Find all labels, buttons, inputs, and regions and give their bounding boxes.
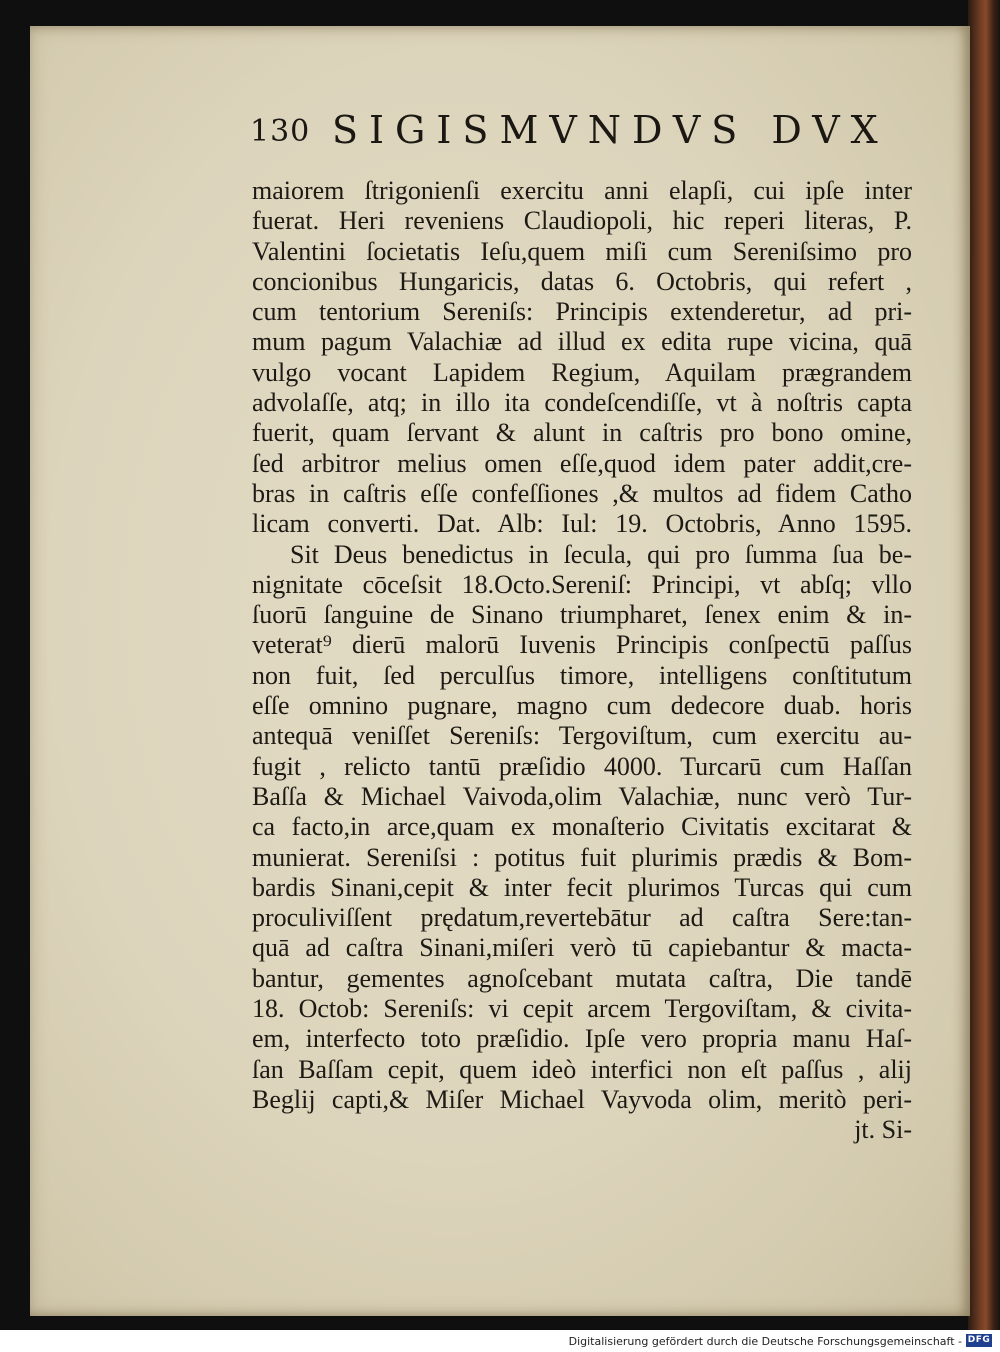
text-line: fuerat. Heri reveniens Claudiopoli, hic reperi literas, P. (252, 206, 912, 236)
paragraph-start-line: Sit Deus benedictus in ſecula, qui pro ſumma ſua be- (290, 539, 912, 569)
text-line: advolaſſe, atq; in illo ita condeſcendiſſe, vt à noſtris capta (252, 388, 912, 418)
text-line: ca facto,in arce,quam ex monaſterio Civitatis excitarat & (252, 812, 912, 842)
page-header (250, 108, 889, 168)
text-line: bardis Sinani,cepit & inter fecit plurimos Turcas qui cum (252, 872, 912, 902)
running-head: SIGISMVNDVS DVX (332, 108, 889, 152)
text-line: maiorem ſtrigonienſi exercitu anni elapſi, cui ipſe inter (252, 176, 912, 205)
text-line: Valentini ſocietatis Ieſu,quem miſi cum Sereniſsimo pro (252, 236, 912, 266)
text-line: non fuit, ſed perculſus timore, intelligens conſtitutum (252, 660, 912, 690)
dfg-logo[interactable]: DFG (967, 1335, 991, 1345)
text-line: ſan Baſſam cepit, quem ideò interfici non eſt paſſus , alij (252, 1054, 912, 1084)
text-line: nignitate cōceſsit 18.Octo.Sereniſ: Principi, vt abſq; vllo (252, 569, 912, 599)
text-line: proculiviſſent prędatum,revertebātur ad caſtra Sere:tan- (252, 903, 912, 933)
text-line: quā ad caſtra Sinani,miſeri verò tū capiebantur & macta- (252, 933, 912, 963)
text-line: cum tentorium Sereniſs: Principis extenderetur, ad pri- (252, 297, 912, 327)
funding-credit: Digitalisierung gefördert durch die Deutsche Forschungsgemeinschaft - (568, 1335, 962, 1348)
text-line: ſed arbitror melius omen eſſe,quod idem pater addit,cre- (252, 448, 912, 478)
text-line: em, interfecto toto præſidio. Ipſe vero propria manu Haſ- (252, 1024, 912, 1054)
footer-bar (0, 1330, 1000, 1352)
body-text (252, 176, 912, 1146)
text-line: fugit , relicto tantū præſidio 4000. Turcarū cum Haſſan (252, 751, 912, 781)
text-line: Beglij capti,& Miſer Michael Vayvoda olim, meritò peri- (252, 1084, 912, 1114)
text-line: veterat⁹ dierū malorū Iuvenis Principis conſpectū paſſus (252, 630, 912, 660)
text-line: Baſſa & Michael Vaivoda,olim Valachiæ, nunc verò Tur- (252, 781, 912, 811)
text-line: mum pagum Valachiæ ad illud ex edita rupe vicina, quā (252, 327, 912, 357)
text-line: licam converti. Dat. Alb: Iul: 19. Octobris, Anno 1595. (252, 509, 912, 539)
text-line: vulgo vocant Lapidem Regium, Aquilam prægrandem (252, 357, 912, 387)
catchword-line: jt. Si- (854, 1115, 912, 1145)
text-line: concionibus Hungaricis, datas 6. Octobris, qui refert , (252, 266, 912, 296)
text-line: bantur, gementes agnoſcebant mutata caſtra, Die tandē (252, 963, 912, 993)
text-line: bras in caſtris eſſe confeſſiones ,& multos ad fidem Catho (252, 478, 912, 508)
page-number: 130 (250, 114, 311, 149)
text-line: 18. Octob: Sereniſs: vi cepit arcem Tergoviſtam, & civita- (252, 994, 912, 1024)
text-line: munierat. Sereniſsi : potitus fuit plurimis prædis & Bom- (252, 842, 912, 872)
text-line: antequā veniſſet Sereniſs: Tergoviſtum, cum exercitu au- (252, 721, 912, 751)
book-edge (968, 0, 1000, 1330)
text-line: eſſe omnino pugnare, magno cum dedecore duab. horis (252, 691, 912, 721)
text-line: fuerit, quam ſervant & alunt in caſtris pro bono omine, (252, 418, 912, 448)
text-line: ſuorū ſanguine de Sinano triumpharet, ſenex enim & in- (252, 600, 912, 630)
